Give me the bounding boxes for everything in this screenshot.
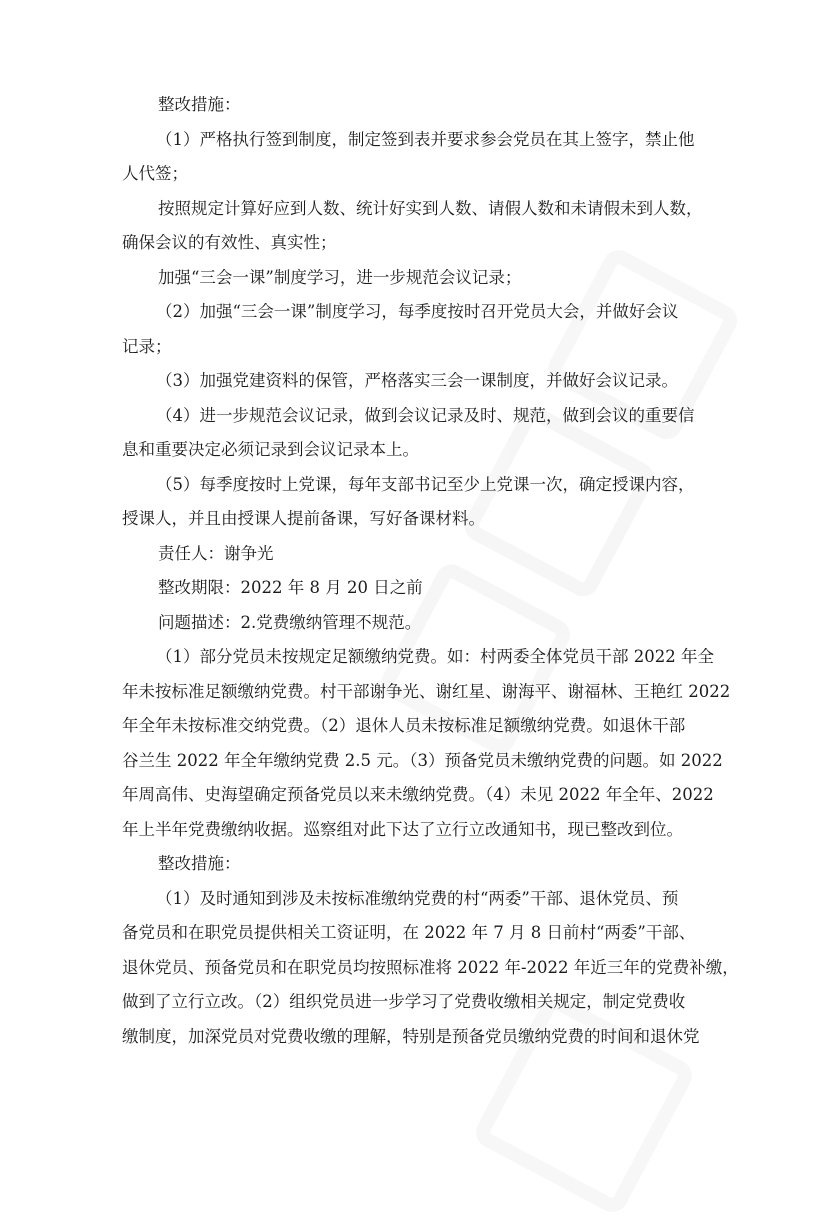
paragraph-line: （2）加强“三会一课”制度学习，每季度按时召开党员大会，并做好会议 <box>156 302 679 321</box>
paragraph-line: （4）进一步规范会议记录，做到会议记录及时、规范，做到会议的重要信 <box>156 405 695 425</box>
paragraph-line: 年上半年党费缴纳收据。巡察组对此下达了立行立改通知书，现已整改到位。 <box>122 819 683 839</box>
paragraph-line: 整改措施： <box>158 95 241 114</box>
paragraph-line: 年未按标准足额缴纳党费。村干部谢争光、谢红星、谢海平、谢福林、王艳红 2022 <box>122 681 731 701</box>
responsible-person: 责任人：谢争光 <box>158 543 274 563</box>
document-body <box>122 88 739 1054</box>
paragraph-line: 年周高伟、史海望确定预备党员以来未缴纳党费。（4）未见 2022 年全年、2022 <box>122 785 714 804</box>
section-heading: 整改措施： <box>158 854 241 873</box>
paragraph-line: 授课人，并且由授课人提前备课，写好备课材料。 <box>122 509 485 528</box>
paragraph-line: 息和重要决定必须记录到会议记录本上。 <box>122 440 419 459</box>
paragraph-line: 做到了立行立改。（2）组织党员进一步学习了党费收缴相关规定，制定党费收 <box>122 992 686 1011</box>
paragraph-line: 备党员和在职党员提供相关工资证明，在 2022 年 7 月 8 日前村“两委”干部、 <box>122 923 696 942</box>
paragraph-line: （3）加强党建资料的保管，严格落实三会一课制度，并做好会议记录。 <box>156 371 678 390</box>
paragraph-line: 按照规定计算好应到人数、统计好实到人数、请假人数和未请假未到人数， <box>158 198 703 218</box>
paragraph-line: 缴制度，加深党员对党费收缴的理解，特别是预备党员缴纳党费的时间和退休党 <box>122 1026 700 1046</box>
paragraph-line: 确保会议的有效性、真实性； <box>122 233 337 252</box>
paragraph-line: （1）部分党员未按规定足额缴纳党费。如：村两委全体党员干部 2022 年全 <box>156 647 714 666</box>
paragraph-line: 人代签； <box>122 164 188 183</box>
paragraph-line: 加强“三会一课”制度学习，进一步规范会议记录； <box>158 267 522 287</box>
paragraph-line: 记录； <box>122 336 172 356</box>
paragraph-line: 谷兰生 2022 年全年缴纳党费 2.5 元。（3）预备党员未缴纳党费的问题。如 2022 <box>122 750 723 770</box>
deadline: 整改期限：2022 年 8 月 20 日之前 <box>158 578 423 597</box>
paragraph-line: （1）严格执行签到制度，制定签到表并要求参会党员在其上签字，禁止他 <box>156 129 695 149</box>
paragraph-line: 退休党员、预备党员和在职党员均按照标准将 2022 年-2022 年近三年的党费补缴， <box>122 957 739 977</box>
problem-description: 问题描述：2.党费缴纳管理不规范。 <box>158 612 422 632</box>
paragraph-line: （1）及时通知到涉及未按标准缴纳党费的村“两委”干部、退休党员、预 <box>156 888 679 908</box>
paragraph-line: 年全年未按标准交纳党费。（2）退休人员未按标准足额缴纳党费。如退休干部 <box>122 716 686 735</box>
paragraph-line: （5）每季度按时上党课，每年支部书记至少上党课一次，确定授课内容， <box>156 474 695 494</box>
